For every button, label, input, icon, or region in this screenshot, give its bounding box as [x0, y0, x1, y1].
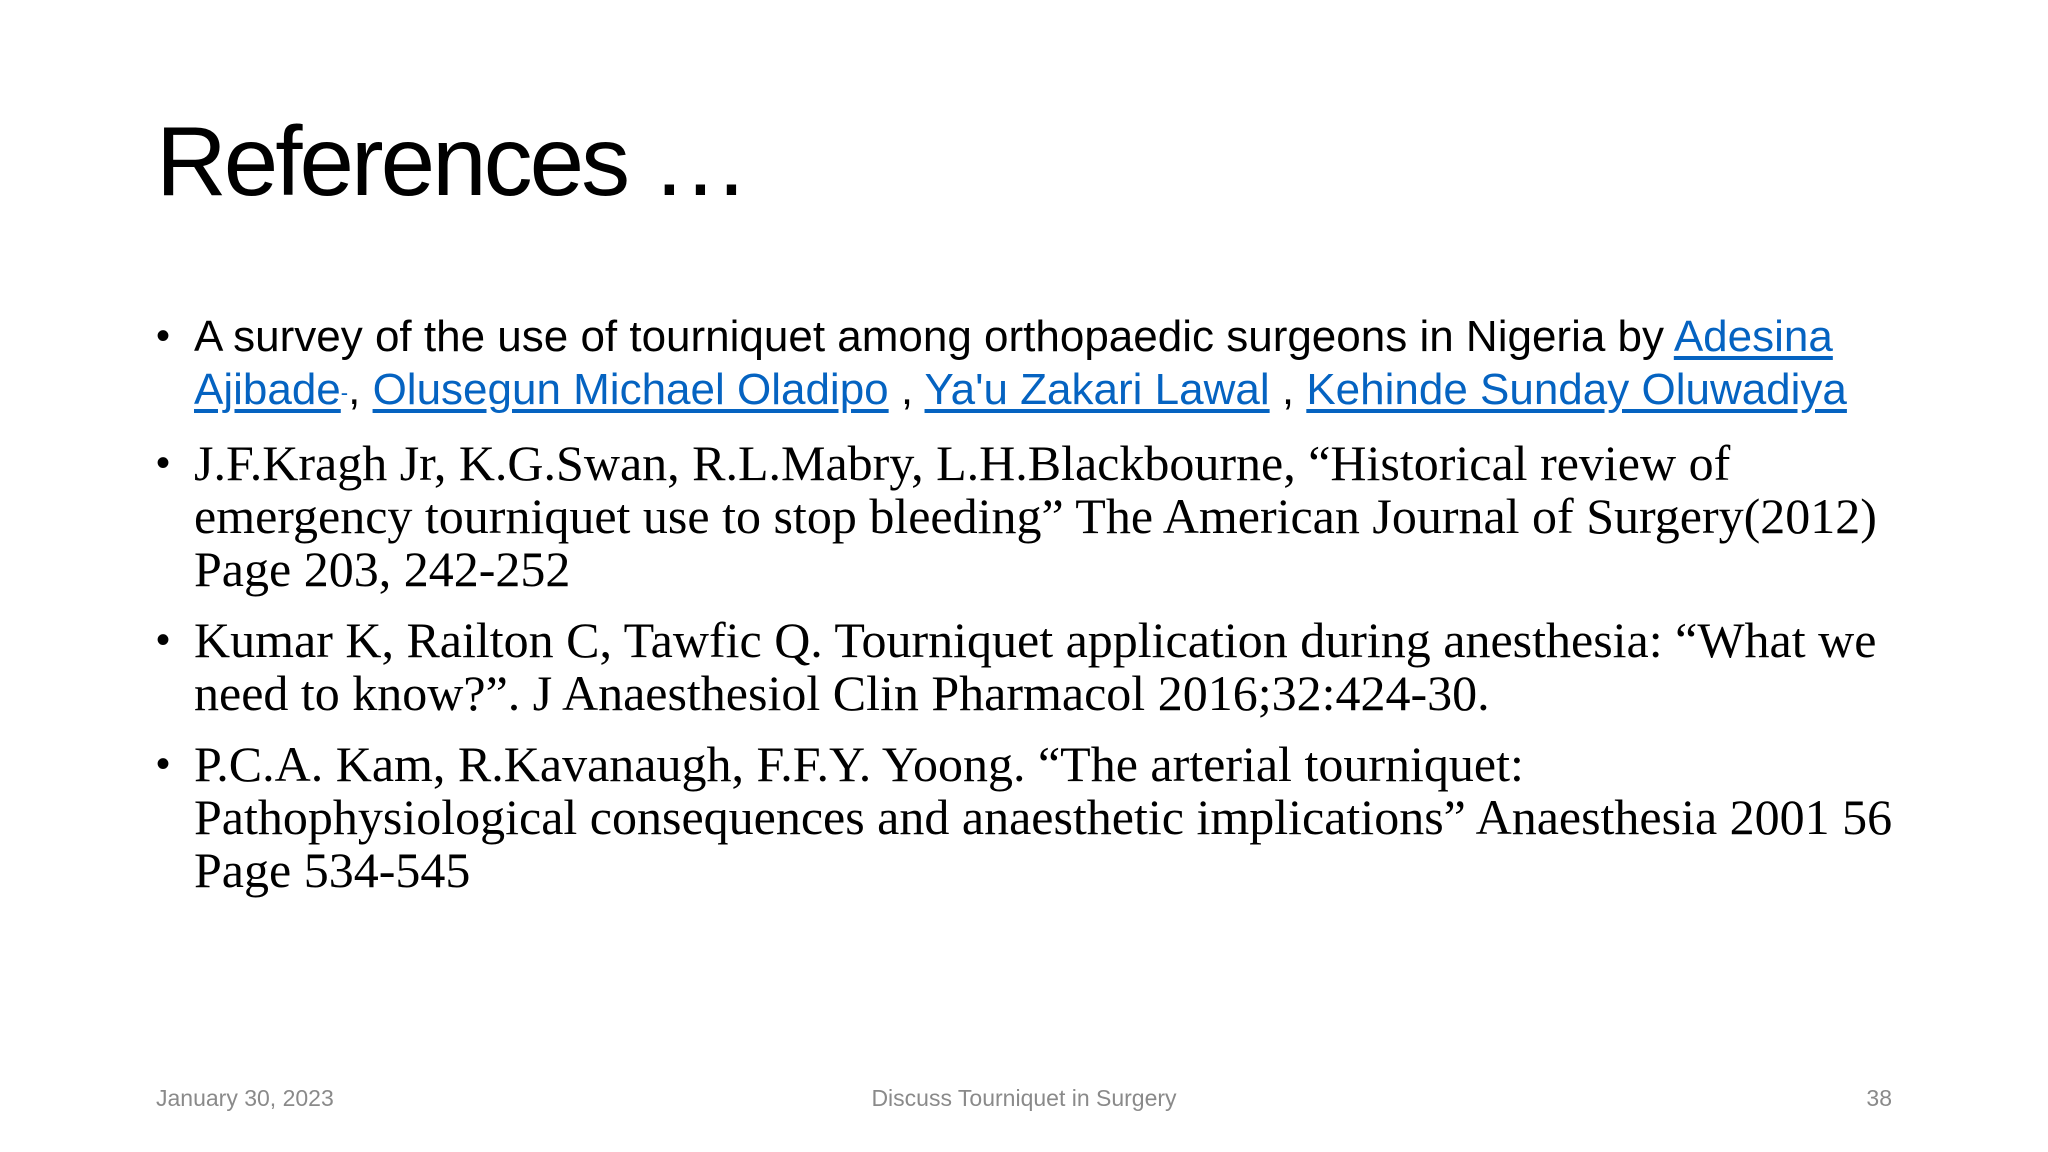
reference-item-3: [156, 611, 1916, 721]
author-separator: ,: [348, 365, 373, 414]
author-link-olusegun-michael-oladipo[interactable]: Olusegun Michael Oladipo: [372, 365, 889, 414]
reference-item-4: [156, 735, 1916, 898]
reference-intro: A survey of the use of tourniquet among orthopaedic surgeons in Nigeria by: [194, 312, 1674, 361]
reference-text: Kumar K, Railton C, Tawfic Q. Tourniquet application during anesthesia: “What we need to know?”. J Anaesthesiol Clin Pharmacol 2016;32:424-30.: [194, 611, 1877, 721]
reference-text: P.C.A. Kam, R.Kavanaugh, F.F.Y. Yoong. “The arterial tourniquet: Pathophysiological consequences and anaesthetic implications” Anaesthesia 2001 56 Page 534-545: [194, 735, 1893, 898]
reference-list: [156, 310, 1916, 915]
author-separator-small-dash: -: [340, 379, 349, 405]
bullet: •: [156, 741, 171, 786]
reference-item-1: [156, 310, 1916, 419]
author-link-kehinde-sunday-oluwadiya[interactable]: Kehinde Sunday Oluwadiya: [1306, 365, 1847, 414]
bullet: •: [156, 617, 171, 662]
author-link-yau-zakari-lawal[interactable]: Ya'u Zakari Lawal: [924, 365, 1270, 414]
author-separator: ,: [1269, 365, 1307, 414]
footer-title: Discuss Tourniquet in Surgery: [871, 1085, 1177, 1111]
author-link-adesina-ajibade[interactable]: Adesina Ajibade: [194, 312, 1833, 414]
bullet: •: [156, 440, 171, 485]
author-separator: ,: [888, 365, 925, 414]
bullet: •: [156, 314, 171, 358]
footer-date: January 30, 2023: [156, 1085, 334, 1111]
reference-text: J.F.Kragh Jr, K.G.Swan, R.L.Mabry, L.H.Blackbourne, “Historical review of emergency tourniquet use to stop bleeding” The American Journal of Surgery(2012) Page 203, 242-252: [194, 434, 1877, 597]
footer-page-number: 38: [1866, 1085, 1892, 1111]
reference-item-2: [156, 434, 1916, 597]
slide-title: References …: [156, 106, 747, 216]
